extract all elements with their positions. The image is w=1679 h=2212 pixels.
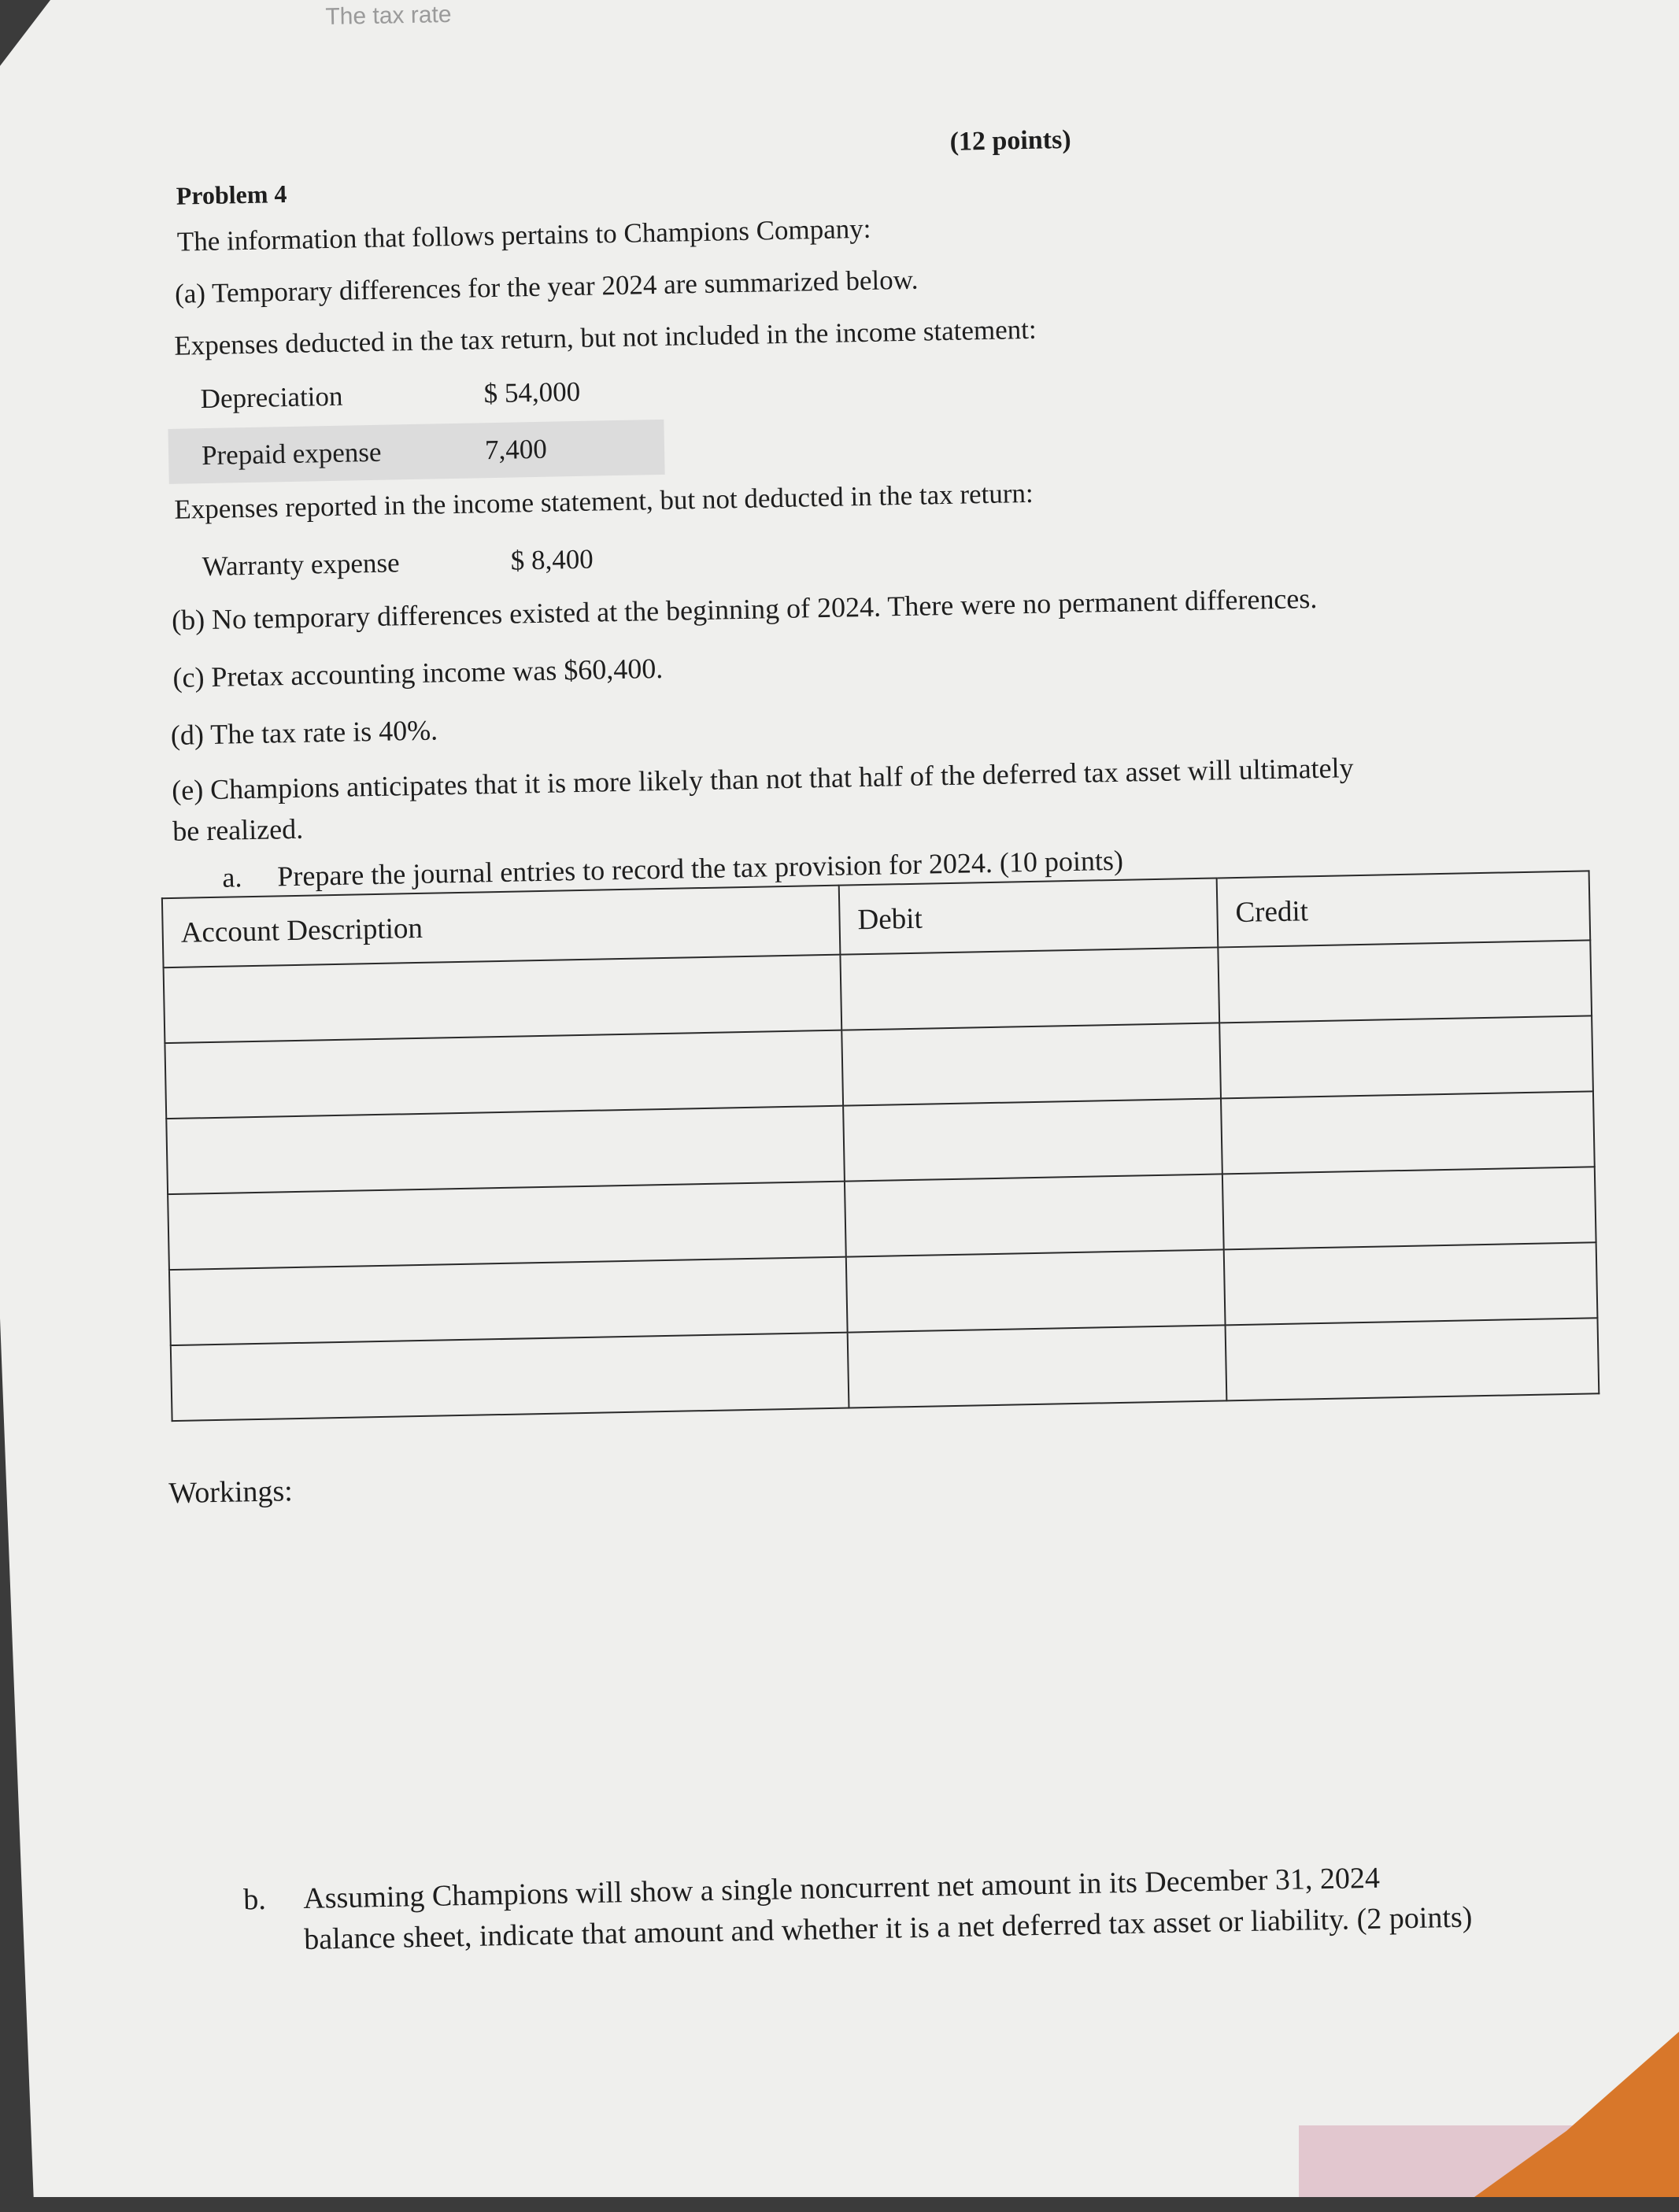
- part-b-line1: Assuming Champions will show a single noncurrent net amount in its December 31, 2024: [302, 1861, 1381, 1915]
- item-d-text: (d) The tax rate is 40%.: [170, 714, 438, 751]
- warranty-amount: $ 8,400: [510, 543, 594, 576]
- part-a-marker: a.: [222, 861, 242, 893]
- account-cell[interactable]: [168, 1182, 846, 1270]
- warranty-label: Warranty expense: [202, 547, 400, 583]
- prepaid-expense-amount: 7,400: [484, 433, 548, 466]
- account-cell[interactable]: [165, 1030, 843, 1119]
- debit-cell[interactable]: [846, 1249, 1226, 1332]
- item-c-text: (c) Pretax accounting income was $60,400.: [172, 652, 664, 694]
- debit-cell[interactable]: [848, 1325, 1227, 1407]
- credit-cell[interactable]: [1226, 1318, 1599, 1400]
- part-a-prompt: Prepare the journal entries to record the tax provision for 2024. (10 points): [276, 844, 1124, 893]
- account-cell[interactable]: [169, 1257, 848, 1345]
- debit-cell[interactable]: [845, 1174, 1224, 1256]
- account-cell[interactable]: [166, 1106, 845, 1194]
- credit-cell[interactable]: [1219, 1015, 1593, 1098]
- account-cell[interactable]: [164, 955, 842, 1043]
- account-cell[interactable]: [171, 1333, 849, 1421]
- credit-cell[interactable]: [1218, 940, 1592, 1023]
- part-b-marker: b.: [242, 1882, 267, 1917]
- header-fragment: The tax rate: [325, 1, 452, 31]
- intro-text: The information that follows pertains to Champions Company:: [176, 213, 871, 257]
- points-label: (12 points): [949, 124, 1071, 157]
- debit-cell[interactable]: [840, 947, 1219, 1030]
- journal-entry-table: [161, 870, 1599, 1422]
- tax-return-heading: Expenses deducted in the tax return, but not included in the income statement:: [174, 313, 1037, 361]
- header-credit: Credit: [1217, 871, 1591, 947]
- depreciation-amount: $ 54,000: [483, 375, 581, 409]
- debit-cell[interactable]: [843, 1098, 1222, 1181]
- item-a-text: (a) Temporary differences for the year 2024 are summarized below.: [174, 264, 919, 309]
- header-account-description: Account Description: [162, 886, 841, 967]
- income-stmt-heading: Expenses reported in the income statement, but not deducted in the tax return:: [174, 477, 1034, 525]
- credit-cell[interactable]: [1224, 1242, 1598, 1325]
- credit-cell[interactable]: [1221, 1091, 1595, 1174]
- debit-cell[interactable]: [841, 1023, 1221, 1105]
- workings-label: Workings:: [168, 1474, 294, 1511]
- header-debit: Debit: [839, 878, 1219, 954]
- item-b-text: (b) No temporary differences existed at the beginning of 2024. There were no permanent differences.: [171, 582, 1318, 636]
- depreciation-label: Depreciation: [200, 380, 343, 415]
- problem-title: Problem 4: [176, 179, 287, 210]
- part-b-line2: balance sheet, indicate that amount and whether it is a net deferred tax asset or liability. (2 points): [303, 1900, 1473, 1956]
- prepaid-expense-label: Prepaid expense: [201, 436, 382, 472]
- item-e-text-line1: (e) Champions anticipates that it is more likely than not that half of the deferred tax asset will ultimately: [171, 752, 1354, 806]
- credit-cell[interactable]: [1222, 1167, 1596, 1249]
- item-e-text-line2: be realized.: [172, 812, 304, 847]
